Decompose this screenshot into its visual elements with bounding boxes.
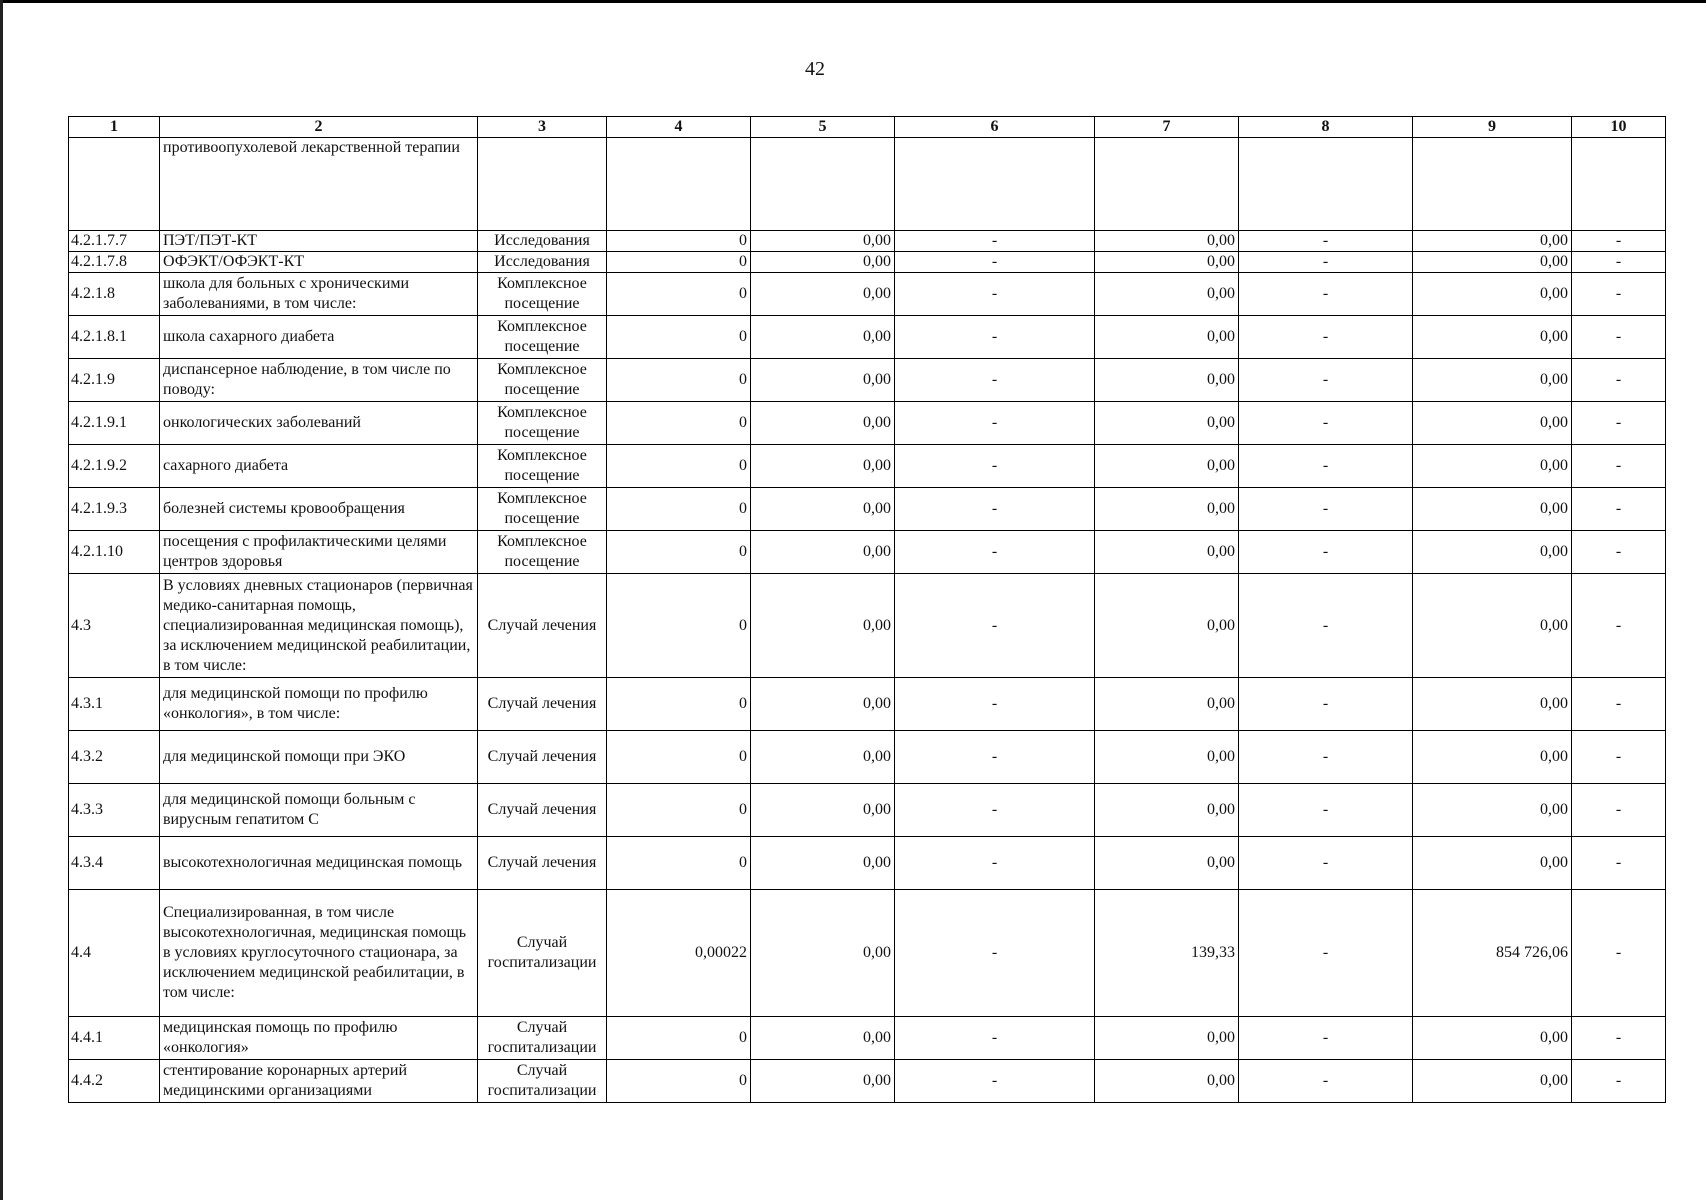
cell-col-4: 0 xyxy=(607,1060,751,1103)
cell-col-7: 0,00 xyxy=(1095,445,1239,488)
table-row xyxy=(69,574,1666,678)
cell-col-4: 0 xyxy=(607,231,751,252)
row-name: для медицинской помощи при ЭКО xyxy=(160,731,478,784)
cell-col-7: 0,00 xyxy=(1095,359,1239,402)
cell-col-8: - xyxy=(1239,678,1413,731)
table-row xyxy=(69,1017,1666,1060)
cell-col-10: - xyxy=(1572,359,1666,402)
row-code: 4.2.1.7.7 xyxy=(69,231,160,252)
table-row xyxy=(69,731,1666,784)
cell-col-5: 0,00 xyxy=(751,488,895,531)
row-code: 4.4.1 xyxy=(69,1017,160,1060)
cell-col-6: - xyxy=(895,273,1095,316)
cell-col-8: - xyxy=(1239,784,1413,837)
cell-col-7: 0,00 xyxy=(1095,837,1239,890)
table-row xyxy=(69,531,1666,574)
cell-col-10: - xyxy=(1572,273,1666,316)
row-name: сахарного диабета xyxy=(160,445,478,488)
cell-col-5: 0,00 xyxy=(751,273,895,316)
table-row xyxy=(69,402,1666,445)
data-table xyxy=(68,116,1666,1103)
header-cell: 1 xyxy=(69,117,160,138)
cell-col-7: 139,33 xyxy=(1095,890,1239,1017)
cell-col-6: - xyxy=(895,231,1095,252)
cell-col-9: 0,00 xyxy=(1413,574,1572,678)
cell-col-10: - xyxy=(1572,402,1666,445)
cell-col-7: 0,00 xyxy=(1095,402,1239,445)
cell-col-7: 0,00 xyxy=(1095,488,1239,531)
cell-col-6: - xyxy=(895,1017,1095,1060)
cell-col-6: - xyxy=(895,731,1095,784)
row-name: Специализированная, в том числе высокотехнологичная, медицинская помощь в условиях круглосуточного стационара, за исключением медицинской реабилитации, в том числе: xyxy=(160,890,478,1017)
cell-col-8: - xyxy=(1239,837,1413,890)
cell-col-9: 854 726,06 xyxy=(1413,890,1572,1017)
cell-col-5: 0,00 xyxy=(751,837,895,890)
cell-col-7: 0,00 xyxy=(1095,316,1239,359)
row-name: ОФЭКТ/ОФЭКТ-КТ xyxy=(160,252,478,273)
cell-col-5: 0,00 xyxy=(751,359,895,402)
header-cell: 2 xyxy=(160,117,478,138)
cell-col-8: - xyxy=(1239,531,1413,574)
row-name: болезней системы кровообращения xyxy=(160,488,478,531)
cell-col-5: 0,00 xyxy=(751,1060,895,1103)
cell-col-7: 0,00 xyxy=(1095,678,1239,731)
cell-col-4: 0 xyxy=(607,574,751,678)
cell-col-5: 0,00 xyxy=(751,574,895,678)
header-cell: 5 xyxy=(751,117,895,138)
row-code: 4.3.2 xyxy=(69,731,160,784)
row-name: для медицинской помощи по профилю «онкология», в том числе: xyxy=(160,678,478,731)
cell-col-5: 0,00 xyxy=(751,316,895,359)
cell-col-9: 0,00 xyxy=(1413,252,1572,273)
row-code: 4.3.1 xyxy=(69,678,160,731)
row-unit: Случай лечения xyxy=(478,731,607,784)
cell-col-4: 0 xyxy=(607,731,751,784)
cell-col-9: 0,00 xyxy=(1413,1060,1572,1103)
row-unit: Комплексное посещение xyxy=(478,488,607,531)
cell-col-4: 0 xyxy=(607,837,751,890)
cell-col-8: - xyxy=(1239,1017,1413,1060)
row-name: школа для больных с хроническими заболеваниями, в том числе: xyxy=(160,273,478,316)
table-row xyxy=(69,273,1666,316)
row-unit: Случай госпитализации xyxy=(478,890,607,1017)
table-row xyxy=(69,678,1666,731)
cell-col-4: 0 xyxy=(607,273,751,316)
cell-col-10: - xyxy=(1572,890,1666,1017)
row-code: 4.2.1.8 xyxy=(69,273,160,316)
row-code: 4.2.1.9.1 xyxy=(69,402,160,445)
header-cell: 9 xyxy=(1413,117,1572,138)
cell-col-9 xyxy=(1413,138,1572,231)
cell-col-9: 0,00 xyxy=(1413,402,1572,445)
cell-col-10: - xyxy=(1572,784,1666,837)
cell-col-5: 0,00 xyxy=(751,531,895,574)
cell-col-9: 0,00 xyxy=(1413,784,1572,837)
row-code: 4.3.3 xyxy=(69,784,160,837)
table-row xyxy=(69,890,1666,1017)
row-code xyxy=(69,138,160,231)
table-row xyxy=(69,837,1666,890)
table-row xyxy=(69,488,1666,531)
cell-col-10: - xyxy=(1572,678,1666,731)
row-unit: Исследования xyxy=(478,252,607,273)
cell-col-4: 0 xyxy=(607,678,751,731)
row-unit: Комплексное посещение xyxy=(478,273,607,316)
cell-col-7: 0,00 xyxy=(1095,273,1239,316)
cell-col-4: 0 xyxy=(607,531,751,574)
cell-col-4: 0 xyxy=(607,316,751,359)
cell-col-10 xyxy=(1572,138,1666,231)
table-row xyxy=(69,359,1666,402)
row-unit: Случай лечения xyxy=(478,784,607,837)
row-unit: Комплексное посещение xyxy=(478,316,607,359)
cell-col-4: 0 xyxy=(607,784,751,837)
row-name: медицинская помощь по профилю «онкология» xyxy=(160,1017,478,1060)
cell-col-5: 0,00 xyxy=(751,784,895,837)
cell-col-6: - xyxy=(895,837,1095,890)
header-cell: 4 xyxy=(607,117,751,138)
cell-col-4: 0 xyxy=(607,252,751,273)
cell-col-10: - xyxy=(1572,1060,1666,1103)
header-cell: 10 xyxy=(1572,117,1666,138)
table-row xyxy=(69,316,1666,359)
cell-col-5: 0,00 xyxy=(751,1017,895,1060)
cell-col-9: 0,00 xyxy=(1413,1017,1572,1060)
cell-col-7: 0,00 xyxy=(1095,1060,1239,1103)
row-unit: Комплексное посещение xyxy=(478,402,607,445)
cell-col-8: - xyxy=(1239,316,1413,359)
row-code: 4.3.4 xyxy=(69,837,160,890)
cell-col-9: 0,00 xyxy=(1413,273,1572,316)
cell-col-4: 0 xyxy=(607,1017,751,1060)
row-name: ПЭТ/ПЭТ-КТ xyxy=(160,231,478,252)
row-name: онкологических заболеваний xyxy=(160,402,478,445)
table-row xyxy=(69,138,1666,231)
row-unit: Комплексное посещение xyxy=(478,445,607,488)
cell-col-5: 0,00 xyxy=(751,731,895,784)
row-unit: Исследования xyxy=(478,231,607,252)
row-unit: Комплексное посещение xyxy=(478,531,607,574)
row-name: противоопухолевой лекарственной терапии xyxy=(160,138,478,231)
cell-col-9: 0,00 xyxy=(1413,678,1572,731)
cell-col-8: - xyxy=(1239,574,1413,678)
row-code: 4.2.1.9.3 xyxy=(69,488,160,531)
cell-col-6: - xyxy=(895,488,1095,531)
cell-col-4: 0 xyxy=(607,488,751,531)
cell-col-7: 0,00 xyxy=(1095,252,1239,273)
table-row xyxy=(69,252,1666,273)
row-name: для медицинской помощи больным с вирусным гепатитом С xyxy=(160,784,478,837)
header-cell: 6 xyxy=(895,117,1095,138)
cell-col-10: - xyxy=(1572,574,1666,678)
cell-col-6: - xyxy=(895,402,1095,445)
cell-col-5: 0,00 xyxy=(751,231,895,252)
cell-col-9: 0,00 xyxy=(1413,359,1572,402)
cell-col-7: 0,00 xyxy=(1095,784,1239,837)
row-unit: Случай лечения xyxy=(478,574,607,678)
header-cell: 3 xyxy=(478,117,607,138)
cell-col-8: - xyxy=(1239,402,1413,445)
cell-col-6: - xyxy=(895,316,1095,359)
cell-col-8: - xyxy=(1239,488,1413,531)
cell-col-4: 0,00022 xyxy=(607,890,751,1017)
cell-col-8: - xyxy=(1239,890,1413,1017)
row-name: посещения с профилактическими целями центров здоровья xyxy=(160,531,478,574)
cell-col-10: - xyxy=(1572,1017,1666,1060)
cell-col-8 xyxy=(1239,138,1413,231)
cell-col-7: 0,00 xyxy=(1095,574,1239,678)
cell-col-10: - xyxy=(1572,316,1666,359)
row-name: диспансерное наблюдение, в том числе по поводу: xyxy=(160,359,478,402)
header-cell: 7 xyxy=(1095,117,1239,138)
cell-col-6: - xyxy=(895,574,1095,678)
table-row xyxy=(69,784,1666,837)
cell-col-7: 0,00 xyxy=(1095,731,1239,784)
cell-col-7: 0,00 xyxy=(1095,231,1239,252)
cell-col-4 xyxy=(607,138,751,231)
cell-col-8: - xyxy=(1239,359,1413,402)
cell-col-9: 0,00 xyxy=(1413,445,1572,488)
cell-col-7: 0,00 xyxy=(1095,1017,1239,1060)
cell-col-9: 0,00 xyxy=(1413,531,1572,574)
row-code: 4.2.1.7.8 xyxy=(69,252,160,273)
cell-col-6: - xyxy=(895,252,1095,273)
row-unit: Случай госпитализации xyxy=(478,1060,607,1103)
row-name: школа сахарного диабета xyxy=(160,316,478,359)
cell-col-6: - xyxy=(895,1060,1095,1103)
table-row xyxy=(69,445,1666,488)
cell-col-6: - xyxy=(895,890,1095,1017)
cell-col-10: - xyxy=(1572,252,1666,273)
cell-col-6 xyxy=(895,138,1095,231)
cell-col-8: - xyxy=(1239,273,1413,316)
cell-col-5: 0,00 xyxy=(751,890,895,1017)
row-name: В условиях дневных стационаров (первичная медико-санитарная помощь, специализированная медицинская помощь), за исключением медицинской реабилитации, в том числе: xyxy=(160,574,478,678)
row-unit xyxy=(478,138,607,231)
header-cell: 8 xyxy=(1239,117,1413,138)
cell-col-8: - xyxy=(1239,231,1413,252)
cell-col-5: 0,00 xyxy=(751,678,895,731)
cell-col-4: 0 xyxy=(607,402,751,445)
row-name: высокотехнологичная медицинская помощь xyxy=(160,837,478,890)
cell-col-6: - xyxy=(895,678,1095,731)
table-row xyxy=(69,231,1666,252)
row-code: 4.2.1.8.1 xyxy=(69,316,160,359)
row-code: 4.4 xyxy=(69,890,160,1017)
cell-col-8: - xyxy=(1239,252,1413,273)
cell-col-7 xyxy=(1095,138,1239,231)
row-unit: Случай лечения xyxy=(478,837,607,890)
cell-col-4: 0 xyxy=(607,359,751,402)
row-code: 4.3 xyxy=(69,574,160,678)
cell-col-5: 0,00 xyxy=(751,445,895,488)
row-unit: Случай госпитализации xyxy=(478,1017,607,1060)
cell-col-6: - xyxy=(895,359,1095,402)
cell-col-9: 0,00 xyxy=(1413,488,1572,531)
cell-col-10: - xyxy=(1572,531,1666,574)
row-unit: Случай лечения xyxy=(478,678,607,731)
cell-col-5 xyxy=(751,138,895,231)
row-code: 4.4.2 xyxy=(69,1060,160,1103)
cell-col-9: 0,00 xyxy=(1413,316,1572,359)
cell-col-5: 0,00 xyxy=(751,252,895,273)
cell-col-10: - xyxy=(1572,837,1666,890)
cell-col-7: 0,00 xyxy=(1095,531,1239,574)
cell-col-10: - xyxy=(1572,731,1666,784)
row-code: 4.2.1.9.2 xyxy=(69,445,160,488)
cell-col-9: 0,00 xyxy=(1413,231,1572,252)
cell-col-6: - xyxy=(895,531,1095,574)
cell-col-5: 0,00 xyxy=(751,402,895,445)
table-row xyxy=(69,1060,1666,1103)
cell-col-9: 0,00 xyxy=(1413,837,1572,890)
row-code: 4.2.1.9 xyxy=(69,359,160,402)
cell-col-8: - xyxy=(1239,1060,1413,1103)
row-unit: Комплексное посещение xyxy=(478,359,607,402)
page-number: 42 xyxy=(805,58,825,80)
cell-col-10: - xyxy=(1572,231,1666,252)
table-header-row xyxy=(69,117,1666,138)
cell-col-10: - xyxy=(1572,445,1666,488)
cell-col-8: - xyxy=(1239,445,1413,488)
scan-top-edge xyxy=(0,0,1706,3)
cell-col-9: 0,00 xyxy=(1413,731,1572,784)
scan-left-edge xyxy=(0,0,3,1200)
cell-col-8: - xyxy=(1239,731,1413,784)
row-code: 4.2.1.10 xyxy=(69,531,160,574)
cell-col-10: - xyxy=(1572,488,1666,531)
cell-col-4: 0 xyxy=(607,445,751,488)
row-name: стентирование коронарных артерий медицинскими организациями xyxy=(160,1060,478,1103)
cell-col-6: - xyxy=(895,784,1095,837)
cell-col-6: - xyxy=(895,445,1095,488)
